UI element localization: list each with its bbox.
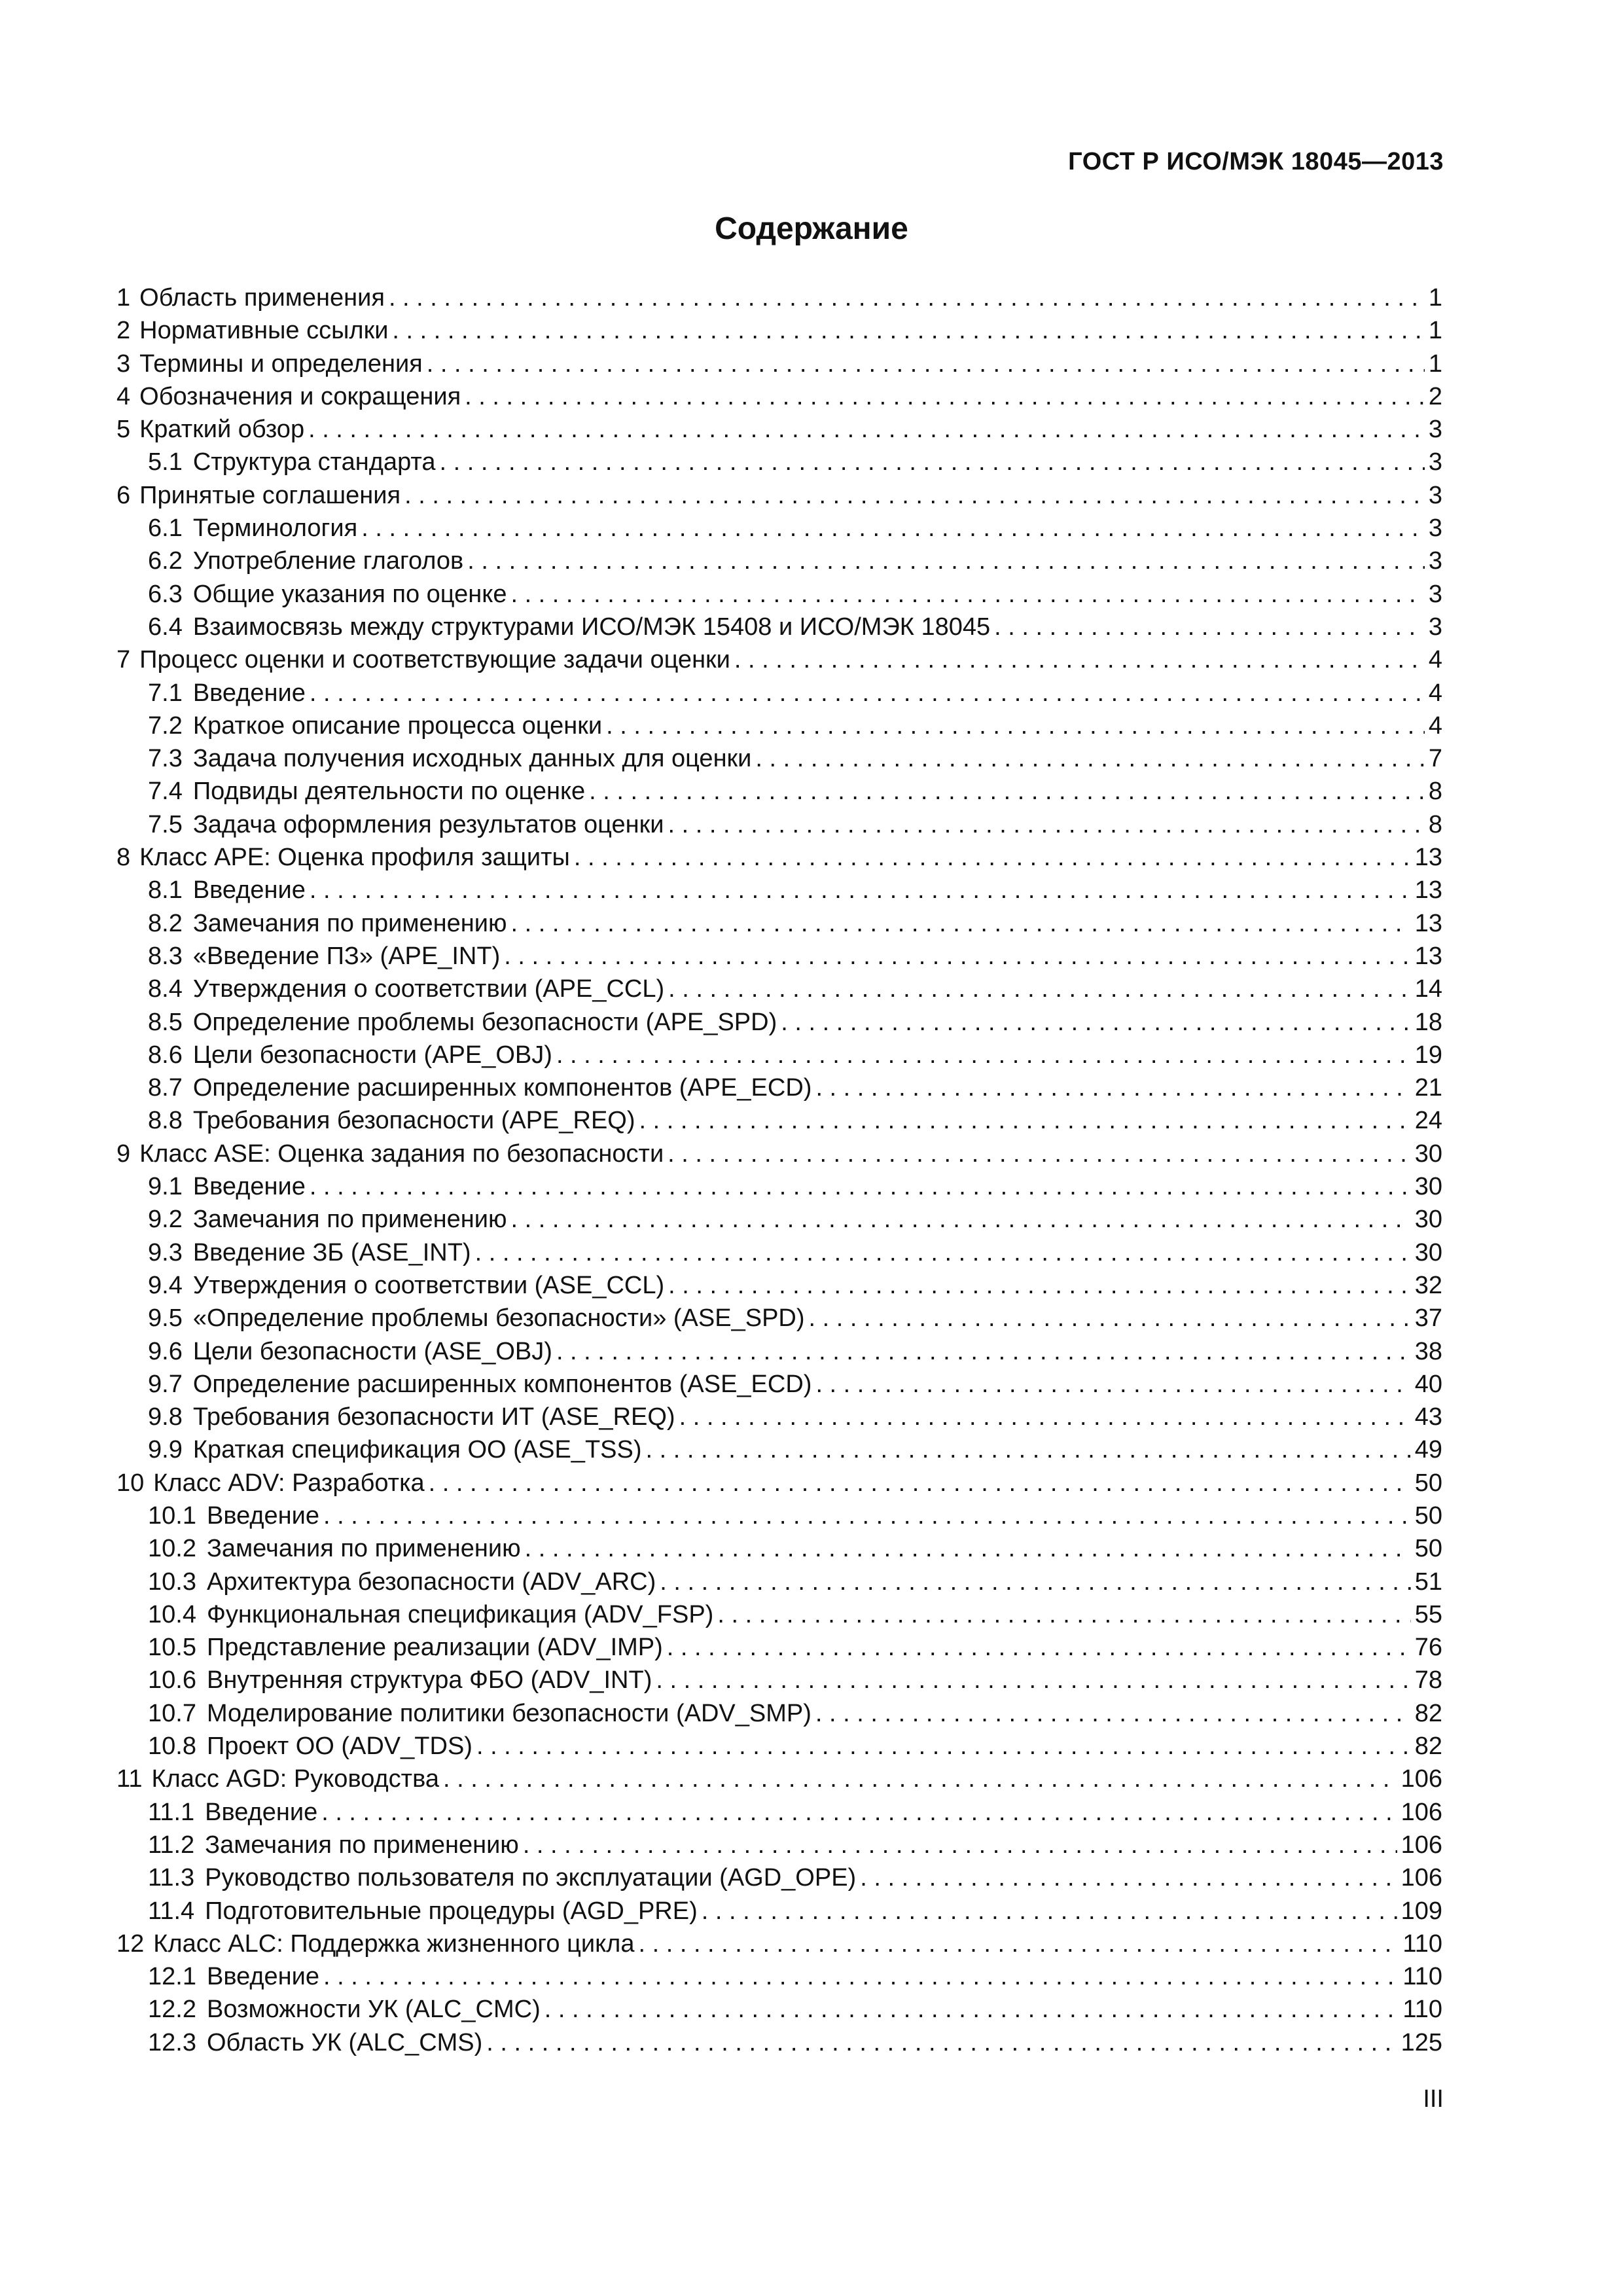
toc-entry-number: 10.2 — [148, 1535, 196, 1563]
toc-dot-leader — [310, 1170, 1411, 1203]
toc-entry[interactable] — [116, 1993, 1442, 2026]
toc-entry[interactable] — [116, 1664, 1442, 1696]
toc-dot-leader — [717, 1598, 1410, 1631]
toc-entry-label: Определение проблемы безопасности (APE_SPD) — [192, 1008, 777, 1036]
toc-dot-leader — [667, 1631, 1411, 1664]
toc-entry-page: 3 — [1428, 514, 1442, 543]
toc-entry-number: 8.8 — [148, 1107, 183, 1135]
toc-entry-label: Общие указания по оценке — [192, 580, 507, 608]
toc-dot-leader — [443, 1763, 1397, 1795]
toc-entry-label: Введение — [205, 1798, 318, 1826]
toc-entry-number: 1 — [116, 284, 131, 312]
toc-entry-page: 13 — [1414, 909, 1442, 937]
toc-entry-label: Замечания по применению — [192, 909, 507, 937]
toc-entry-page: 106 — [1400, 1864, 1442, 1892]
toc-entry[interactable] — [116, 973, 1442, 1005]
page-number: III — [1423, 2085, 1444, 2113]
toc-entry[interactable] — [116, 1236, 1442, 1269]
toc-entry-number: 8.3 — [148, 942, 183, 970]
toc-dot-leader — [511, 1203, 1411, 1236]
toc-entry[interactable] — [116, 1598, 1442, 1631]
toc-entry-label: Замечания по применению — [192, 1206, 507, 1234]
toc-dot-leader — [467, 545, 1425, 577]
toc-entry-label: Задача оформления результатов оценки — [192, 810, 664, 838]
toc-entry-page: 4 — [1428, 679, 1442, 707]
toc-entry[interactable] — [116, 1928, 1442, 1960]
toc-entry[interactable] — [116, 611, 1442, 643]
toc-entry-number: 10.6 — [148, 1666, 196, 1695]
toc-entry[interactable] — [116, 1861, 1442, 1894]
toc-entry[interactable] — [116, 2026, 1442, 2059]
toc-entry-page: 30 — [1414, 1206, 1442, 1234]
toc-entry-page: 3 — [1428, 613, 1442, 641]
toc-entry-number: 9.1 — [148, 1173, 183, 1201]
toc-dot-leader — [646, 1433, 1411, 1466]
toc-entry-number: 7.1 — [148, 679, 183, 707]
toc-dot-leader — [525, 1532, 1411, 1565]
toc-dot-leader — [310, 874, 1411, 906]
toc-entry-number: 10.8 — [148, 1732, 196, 1761]
toc-entry-label: Терминология — [192, 514, 358, 543]
toc-entry[interactable] — [116, 1433, 1442, 1466]
toc-dot-leader — [310, 677, 1425, 709]
toc-entry-number: 2 — [116, 317, 131, 345]
toc-entry[interactable] — [116, 1467, 1442, 1499]
toc-entry[interactable] — [116, 808, 1442, 841]
toc-entry-number: 7 — [116, 646, 131, 674]
toc-entry-number: 11.3 — [148, 1864, 195, 1892]
toc-dot-leader — [523, 1829, 1397, 1861]
toc-entry[interactable] — [116, 677, 1442, 709]
toc-dot-leader — [475, 1236, 1411, 1269]
toc-dot-leader — [511, 907, 1411, 940]
toc-entry[interactable] — [116, 1006, 1442, 1039]
toc-entry-number: 8.6 — [148, 1041, 183, 1069]
toc-entry[interactable] — [116, 281, 1442, 314]
toc-entry-number: 8.7 — [148, 1074, 183, 1102]
toc-dot-leader — [702, 1895, 1397, 1928]
toc-entry-page: 3 — [1428, 448, 1442, 476]
toc-dot-leader — [994, 611, 1425, 643]
toc-dot-leader — [668, 808, 1425, 841]
toc-entry-page: 49 — [1414, 1436, 1442, 1464]
toc-entry[interactable] — [116, 874, 1442, 906]
toc-entry-page: 82 — [1414, 1699, 1442, 1727]
toc-dot-leader — [389, 281, 1425, 314]
toc-dot-leader — [439, 446, 1424, 478]
toc-entry-label: Термины и определения — [139, 350, 423, 378]
toc-dot-leader — [668, 1138, 1411, 1170]
toc-dot-leader — [321, 1796, 1397, 1829]
toc-entry[interactable] — [116, 479, 1442, 512]
toc-dot-leader — [668, 1269, 1411, 1302]
toc-entry-label: Введение — [192, 679, 306, 707]
toc-entry-page: 125 — [1400, 2028, 1442, 2056]
toc-dot-leader — [734, 643, 1425, 676]
toc-entry-page: 19 — [1414, 1041, 1442, 1069]
toc-entry[interactable] — [116, 1138, 1442, 1170]
toc-entry[interactable] — [116, 1203, 1442, 1236]
toc-entry-label: Требования безопасности ИТ (ASE_REQ) — [192, 1403, 675, 1431]
toc-entry-label: Класс APE: Оценка профиля защиты — [139, 844, 570, 872]
toc-entry-label: Область УК (ALC_CMS) — [206, 2028, 483, 2056]
toc-entry-page: 30 — [1414, 1238, 1442, 1266]
toc-entry-label: Утверждения о соответствии (APE_CCL) — [192, 975, 665, 1003]
toc-dot-leader — [809, 1302, 1411, 1335]
toc-entry-number: 5.1 — [148, 448, 183, 476]
toc-entry-label: Введение — [206, 1963, 320, 1991]
toc-entry-label: Введение — [192, 876, 306, 905]
toc-dot-leader — [781, 1006, 1410, 1039]
toc-entry-number: 9.4 — [148, 1271, 183, 1299]
toc-entry-page: 2 — [1428, 382, 1442, 410]
toc-entry-page: 4 — [1428, 711, 1442, 740]
toc-entry-number: 9.9 — [148, 1436, 183, 1464]
toc-dot-leader — [476, 1730, 1411, 1763]
toc-entry-page: 106 — [1400, 1798, 1442, 1826]
toc-entry-number: 11.2 — [148, 1831, 195, 1859]
toc-entry-number: 7.5 — [148, 810, 183, 838]
toc-dot-leader — [606, 709, 1425, 742]
toc-entry-number: 4 — [116, 382, 131, 410]
toc-dot-leader — [392, 314, 1424, 347]
toc-entry[interactable] — [116, 545, 1442, 577]
toc-entry[interactable] — [116, 348, 1442, 380]
toc-entry-label: Подвиды деятельности по оценке — [192, 778, 586, 806]
toc-entry-label: Введение — [206, 1501, 320, 1530]
toc-entry-page: 21 — [1414, 1074, 1442, 1102]
toc-dot-leader — [815, 1071, 1410, 1104]
toc-entry-page: 24 — [1414, 1107, 1442, 1135]
toc-entry[interactable] — [116, 1697, 1442, 1730]
toc-entry-page: 55 — [1414, 1600, 1442, 1628]
toc-entry-page: 1 — [1428, 284, 1442, 312]
toc-entry-label: Краткое описание процесса оценки — [192, 711, 603, 740]
toc-dot-leader — [638, 1928, 1399, 1960]
toc-entry-label: Нормативные ссылки — [139, 317, 389, 345]
toc-entry[interactable] — [116, 1104, 1442, 1137]
toc-entry-page: 51 — [1414, 1568, 1442, 1596]
toc-dot-leader — [574, 841, 1411, 874]
toc-dot-leader — [639, 1104, 1411, 1137]
toc-entry[interactable] — [116, 1335, 1442, 1368]
toc-entry-page: 8 — [1428, 810, 1442, 838]
table-of-contents — [116, 281, 1442, 2059]
toc-entry-page: 30 — [1414, 1139, 1442, 1168]
toc-entry-label: «Введение ПЗ» (APE_INT) — [192, 942, 501, 970]
toc-entry-page: 3 — [1428, 416, 1442, 444]
toc-entry-number: 10.7 — [148, 1699, 196, 1727]
toc-entry-label: Процесс оценки и соответствующие задачи оценки — [139, 646, 730, 674]
toc-dot-leader — [427, 348, 1425, 380]
toc-entry[interactable] — [116, 1829, 1442, 1861]
toc-entry-page: 30 — [1414, 1173, 1442, 1201]
toc-entry-number: 9.2 — [148, 1206, 183, 1234]
toc-entry-page: 110 — [1402, 1929, 1442, 1958]
toc-entry-label: Требования безопасности (APE_REQ) — [192, 1107, 635, 1135]
toc-entry-page: 76 — [1414, 1634, 1442, 1662]
toc-entry-number: 9.5 — [148, 1304, 183, 1333]
toc-entry-page: 50 — [1414, 1469, 1442, 1497]
toc-entry-label: Введение — [192, 1173, 306, 1201]
toc-entry[interactable] — [116, 380, 1442, 413]
toc-dot-leader — [660, 1566, 1410, 1598]
toc-entry-page: 1 — [1428, 350, 1442, 378]
toc-entry-number: 11.1 — [148, 1798, 195, 1826]
toc-entry-label: Возможности УК (ALC_CMC) — [206, 1996, 541, 2024]
toc-entry-number: 8 — [116, 844, 131, 872]
toc-dot-leader — [815, 1368, 1410, 1401]
toc-entry-number: 8.2 — [148, 909, 183, 937]
toc-entry-page: 50 — [1414, 1501, 1442, 1530]
toc-entry-page: 110 — [1402, 1963, 1442, 1991]
toc-entry-number: 9.7 — [148, 1370, 183, 1398]
toc-entry[interactable] — [116, 907, 1442, 940]
toc-entry-number: 7.3 — [148, 745, 183, 773]
toc-entry-page: 78 — [1414, 1666, 1442, 1695]
toc-dot-leader — [589, 775, 1425, 808]
toc-entry-number: 10 — [116, 1469, 145, 1497]
toc-entry-label: Цели безопасности (ASE_OBJ) — [192, 1337, 552, 1365]
toc-entry-page: 32 — [1414, 1271, 1442, 1299]
toc-entry[interactable] — [116, 1071, 1442, 1104]
toc-entry-page: 50 — [1414, 1535, 1442, 1563]
toc-entry-page: 3 — [1428, 547, 1442, 575]
toc-entry-label: Класс ASE: Оценка задания по безопасности — [139, 1139, 664, 1168]
toc-entry-label: Задача получения исходных данных для оценки — [192, 745, 752, 773]
toc-dot-leader — [486, 2026, 1397, 2059]
toc-entry-page: 3 — [1428, 580, 1442, 608]
toc-entry-label: Обозначения и сокращения — [139, 382, 461, 410]
toc-entry[interactable] — [116, 413, 1442, 446]
toc-entry-number: 10.1 — [148, 1501, 196, 1530]
toc-entry-label: Функциональная спецификация (ADV_FSP) — [206, 1600, 714, 1628]
toc-entry-number: 12 — [116, 1929, 145, 1958]
toc-entry-label: Определение расширенных компонентов (ASE_ECD) — [192, 1370, 812, 1398]
toc-dot-leader — [361, 512, 1425, 545]
toc-dot-leader — [556, 1039, 1411, 1071]
toc-entry-number: 11.4 — [148, 1897, 195, 1925]
toc-entry-number: 12.1 — [148, 1963, 196, 1991]
toc-entry[interactable] — [116, 709, 1442, 742]
toc-entry-number: 5 — [116, 416, 131, 444]
toc-entry-label: Подготовительные процедуры (AGD_PRE) — [205, 1897, 698, 1925]
toc-entry[interactable] — [116, 1170, 1442, 1203]
toc-entry[interactable] — [116, 742, 1442, 775]
toc-entry-label: Проект ОО (ADV_TDS) — [206, 1732, 473, 1761]
toc-entry-number: 8.1 — [148, 876, 183, 905]
toc-entry-label: Принятые соглашения — [139, 481, 401, 509]
toc-entry-label: Определение расширенных компонентов (APE_ECD) — [192, 1074, 812, 1102]
toc-dot-leader — [656, 1664, 1410, 1696]
toc-entry[interactable] — [116, 1763, 1442, 1795]
toc-entry[interactable] — [116, 841, 1442, 874]
toc-entry-label: Область применения — [139, 284, 385, 312]
toc-entry-number: 6.1 — [148, 514, 183, 543]
toc-entry[interactable] — [116, 1730, 1442, 1763]
toc-entry-page: 109 — [1400, 1897, 1442, 1925]
toc-dot-leader — [504, 940, 1410, 973]
toc-entry-number: 9 — [116, 1139, 131, 1168]
toc-entry-page: 43 — [1414, 1403, 1442, 1431]
toc-entry[interactable] — [116, 578, 1442, 611]
toc-entry-label: Моделирование политики безопасности (ADV_SMP) — [206, 1699, 812, 1727]
toc-entry[interactable] — [116, 1532, 1442, 1565]
toc-entry-number: 6.2 — [148, 547, 183, 575]
toc-entry[interactable] — [116, 314, 1442, 347]
toc-entry-label: Класс ALC: Поддержка жизненного цикла — [153, 1929, 635, 1958]
toc-entry-page: 8 — [1428, 778, 1442, 806]
toc-entry-page: 4 — [1428, 646, 1442, 674]
toc-entry-label: Архитектура безопасности (ADV_ARC) — [206, 1568, 656, 1596]
toc-entry[interactable] — [116, 775, 1442, 808]
toc-entry[interactable] — [116, 512, 1442, 545]
toc-dot-leader — [556, 1335, 1411, 1368]
toc-entry-number: 10.3 — [148, 1568, 196, 1596]
toc-entry[interactable] — [116, 1269, 1442, 1302]
toc-entry-label: Класс AGD: Руководства — [151, 1765, 439, 1793]
toc-entry-number: 12.2 — [148, 1996, 196, 2024]
toc-entry-label: Представление реализации (ADV_IMP) — [206, 1634, 663, 1662]
toc-entry-page: 82 — [1414, 1732, 1442, 1761]
toc-entry-number: 8.5 — [148, 1008, 183, 1036]
toc-entry-number: 10.5 — [148, 1634, 196, 1662]
toc-entry[interactable] — [116, 1401, 1442, 1433]
toc-entry-page: 7 — [1428, 745, 1442, 773]
document-header: ГОСТ Р ИСО/МЭК 18045—2013 — [1068, 148, 1444, 175]
toc-entry-label: Краткая спецификация ОО (ASE_TSS) — [192, 1436, 642, 1464]
toc-entry-number: 11 — [116, 1765, 143, 1793]
toc-entry[interactable] — [116, 1302, 1442, 1335]
toc-dot-leader — [465, 380, 1425, 413]
toc-entry-number: 7.2 — [148, 711, 183, 740]
toc-entry-label: «Определение проблемы безопасности» (ASE_SPD) — [192, 1304, 805, 1333]
toc-entry-page: 110 — [1402, 1996, 1442, 2024]
toc-entry-number: 8.4 — [148, 975, 183, 1003]
toc-entry-number: 3 — [116, 350, 131, 378]
toc-entry-label: Структура стандарта — [192, 448, 436, 476]
toc-entry-label: Внутренняя структура ФБО (ADV_INT) — [206, 1666, 652, 1695]
toc-entry[interactable] — [116, 1566, 1442, 1598]
toc-entry-page: 13 — [1414, 942, 1442, 970]
toc-entry-label: Замечания по применению — [206, 1535, 521, 1563]
toc-dot-leader — [860, 1861, 1397, 1894]
toc-entry-label: Краткий обзор — [139, 416, 305, 444]
toc-entry[interactable] — [116, 1499, 1442, 1532]
toc-dot-leader — [429, 1467, 1411, 1499]
toc-entry-page: 18 — [1414, 1008, 1442, 1036]
toc-dot-leader — [404, 479, 1425, 512]
toc-entry-label: Взаимосвязь между структурами ИСО/МЭК 15408 и ИСО/МЭК 18045 — [192, 613, 991, 641]
toc-entry-label: Замечания по применению — [205, 1831, 519, 1859]
toc-entry-page: 1 — [1428, 317, 1442, 345]
toc-entry-number: 10.4 — [148, 1600, 196, 1628]
page-title: Содержание — [715, 211, 908, 246]
toc-entry-label: Употребление глаголов — [192, 547, 464, 575]
toc-entry-page: 106 — [1400, 1765, 1442, 1793]
toc-entry-number: 9.3 — [148, 1238, 183, 1266]
toc-entry[interactable] — [116, 446, 1442, 478]
toc-dot-leader — [679, 1401, 1411, 1433]
toc-dot-leader — [544, 1993, 1399, 2026]
toc-dot-leader — [668, 973, 1411, 1005]
toc-dot-leader — [510, 578, 1424, 611]
toc-entry-page: 3 — [1428, 481, 1442, 509]
toc-entry-label: Класс ADV: Разработка — [153, 1469, 425, 1497]
toc-dot-leader — [815, 1697, 1411, 1730]
toc-entry[interactable] — [116, 1796, 1442, 1829]
toc-entry-number: 9.8 — [148, 1403, 183, 1431]
toc-entry-label: Утверждения о соответствии (ASE_CCL) — [192, 1271, 665, 1299]
toc-entry[interactable] — [116, 1895, 1442, 1928]
toc-entry-number: 7.4 — [148, 778, 183, 806]
toc-entry-page: 13 — [1414, 844, 1442, 872]
toc-entry-label: Введение ЗБ (ASE_INT) — [192, 1238, 471, 1266]
toc-entry[interactable] — [116, 1631, 1442, 1664]
toc-entry-number: 6.4 — [148, 613, 183, 641]
toc-entry[interactable] — [116, 940, 1442, 973]
toc-entry-label: Цели безопасности (APE_OBJ) — [192, 1041, 552, 1069]
toc-entry[interactable] — [116, 643, 1442, 676]
toc-entry-page: 40 — [1414, 1370, 1442, 1398]
toc-dot-leader — [308, 413, 1425, 446]
toc-entry-number: 6.3 — [148, 580, 183, 608]
toc-entry-page: 13 — [1414, 876, 1442, 905]
toc-dot-leader — [755, 742, 1424, 775]
toc-entry-page: 38 — [1414, 1337, 1442, 1365]
toc-entry-page: 106 — [1400, 1831, 1442, 1859]
toc-entry-page: 37 — [1414, 1304, 1442, 1333]
toc-entry-page: 14 — [1414, 975, 1442, 1003]
toc-entry[interactable] — [116, 1039, 1442, 1071]
toc-entry-number: 9.6 — [148, 1337, 183, 1365]
toc-entry[interactable] — [116, 1368, 1442, 1401]
toc-dot-leader — [323, 1960, 1399, 1993]
toc-dot-leader — [323, 1499, 1411, 1532]
toc-entry-number: 12.3 — [148, 2028, 196, 2056]
toc-entry[interactable] — [116, 1960, 1442, 1993]
toc-entry-label: Руководство пользователя по эксплуатации (AGD_OPE) — [205, 1864, 857, 1892]
toc-entry-number: 6 — [116, 481, 131, 509]
